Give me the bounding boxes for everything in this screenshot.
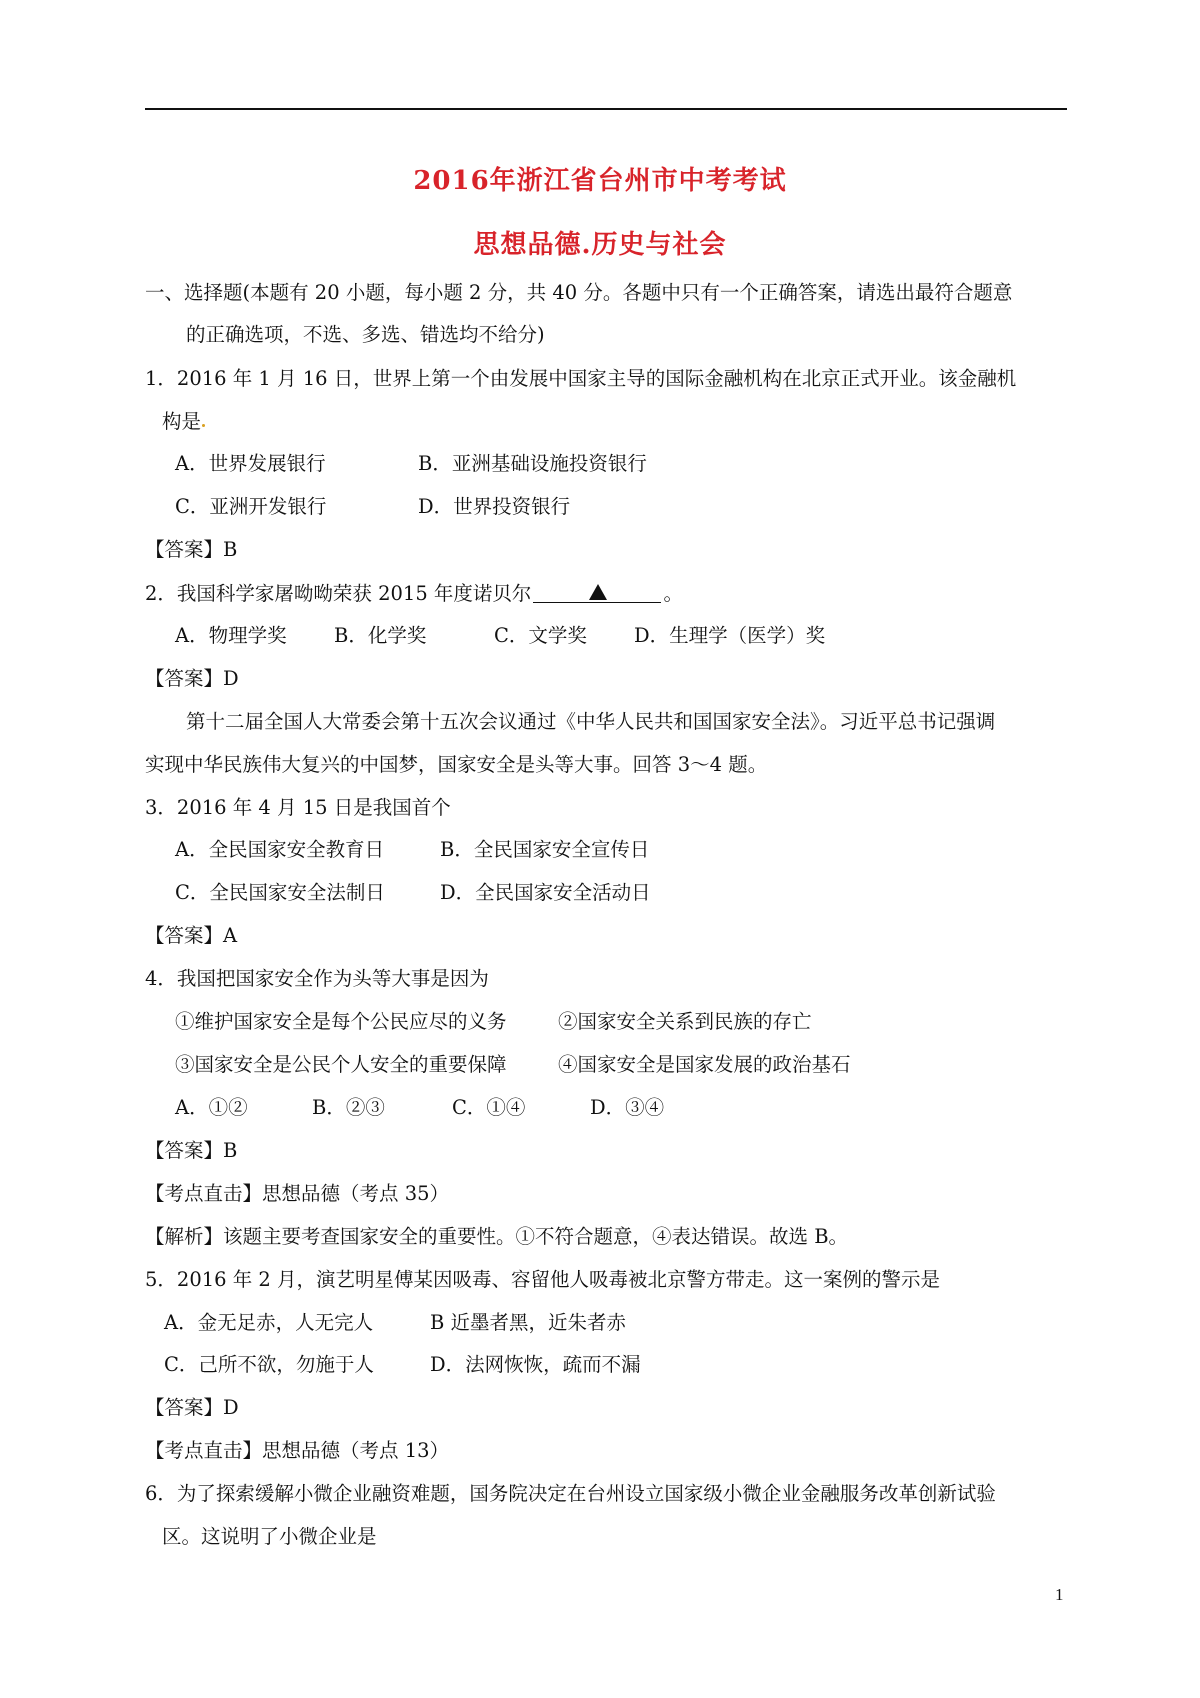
q3-option-d: D．全民国家安全活动日 (440, 881, 651, 904)
q3-stem: 3．2016 年 4 月 15 日是我国首个 (145, 796, 451, 819)
material-line2: 实现中华民族伟大复兴的中国梦，国家安全是头等大事。回答 3～4 题。 (145, 753, 768, 776)
q2-answer: 【答案】D (145, 667, 239, 690)
q5-answer: 【答案】D (145, 1396, 239, 1419)
header-rule (145, 108, 1067, 110)
q6-stem-line1: 6．为了探索缓解小微企业融资难题，国务院决定在台州设立国家级小微企业金融服务改革创新试验 (145, 1482, 996, 1505)
q4-option-d: D．③④ (590, 1096, 665, 1119)
q4-option-a: A．①② (175, 1096, 248, 1119)
q2-stem (145, 580, 683, 607)
q1-option-c: C．亚洲开发银行 (175, 495, 327, 518)
q4-answer: 【答案】B (145, 1139, 238, 1162)
q1-stem-line1: 1．2016 年 1 月 16 日，世界上第一个由发展中国家主导的国际金融机构在北京正式开业。该金融机 (145, 367, 1017, 390)
q5-stem: 5．2016 年 2 月，演艺明星傅某因吸毒、容留他人吸毒被北京警方带走。这一案例的警示是 (145, 1268, 941, 1291)
exam-title: 2016年浙江省台州市中考考试 (413, 166, 787, 196)
q3-answer: 【答案】A (145, 924, 238, 947)
q4-item-2: ②国家安全关系到民族的存亡 (558, 1010, 812, 1033)
q5-option-b: B 近墨者黑，近朱者赤 (430, 1311, 627, 1334)
q4-option-b: B．②③ (312, 1096, 385, 1119)
q1-option-a: A．世界发展银行 (175, 452, 326, 475)
mark-dot-icon (202, 424, 205, 427)
exam-subtitle: 思想品德.历史与社会 (473, 230, 727, 260)
q3-option-a: A．全民国家安全教育日 (175, 838, 385, 861)
q3-option-c: C．全民国家安全法制日 (175, 881, 385, 904)
q4-option-c: C．①④ (452, 1096, 526, 1119)
q2-option-d: D．生理学（医学）奖 (634, 624, 826, 647)
material-line1: 第十二届全国人大常委会第十五次会议通过《中华人民共和国国家安全法》。习近平总书记强调 (186, 710, 996, 733)
q4-item-3: ③国家安全是公民个人安全的重要保障 (175, 1053, 507, 1076)
answer-blank (533, 580, 661, 603)
q2-stem-text: 2．我国科学家屠呦呦荣获 2015 年度诺贝尔 (145, 582, 532, 605)
section-instruction-line2: 的正确选项，不选、多选、错选均不给分) (186, 323, 545, 346)
q1-option-d: D．世界投资银行 (418, 495, 571, 518)
q6-stem-line2: 区。这说明了小微企业是 (162, 1525, 377, 1548)
q2-option-b: B．化学奖 (334, 624, 427, 647)
q1-option-b: B．亚洲基础设施投资银行 (418, 452, 647, 475)
q1-answer: 【答案】B (145, 538, 238, 561)
q4-item-1: ①维护国家安全是每个公民应尽的义务 (175, 1010, 507, 1033)
q4-stem: 4．我国把国家安全作为头等大事是因为 (145, 967, 489, 990)
q5-option-c: C．己所不欲，勿施于人 (164, 1353, 374, 1376)
q2-stem-end: 。 (663, 582, 683, 605)
section-instruction-line1: 一、选择题(本题有 20 小题，每小题 2 分，共 40 分。各题中只有一个正确答案，请选出最符合题意 (145, 281, 1013, 304)
q1-stem-line2 (162, 409, 205, 435)
q2-option-c: C．文学奖 (494, 624, 587, 647)
q4-item-4: ④国家安全是国家发展的政治基石 (558, 1053, 851, 1076)
q5-key-point: 【考点直击】思想品德（考点 13） (145, 1439, 450, 1462)
q5-option-d: D．法网恢恢，疏而不漏 (430, 1353, 641, 1376)
page-number: 1 (1055, 1585, 1064, 1604)
q4-analysis: 【解析】该题主要考查国家安全的重要性。①不符合题意，④表达错误。故选 B。 (145, 1225, 849, 1248)
q4-key-point: 【考点直击】思想品德（考点 35） (145, 1182, 450, 1205)
q2-option-a: A．物理学奖 (175, 624, 287, 647)
triangle-icon (589, 584, 607, 600)
q5-option-a: A．金无足赤，人无完人 (164, 1311, 374, 1334)
q1-stem-text: 构是 (162, 410, 202, 433)
q3-option-b: B．全民国家安全宣传日 (440, 838, 650, 861)
